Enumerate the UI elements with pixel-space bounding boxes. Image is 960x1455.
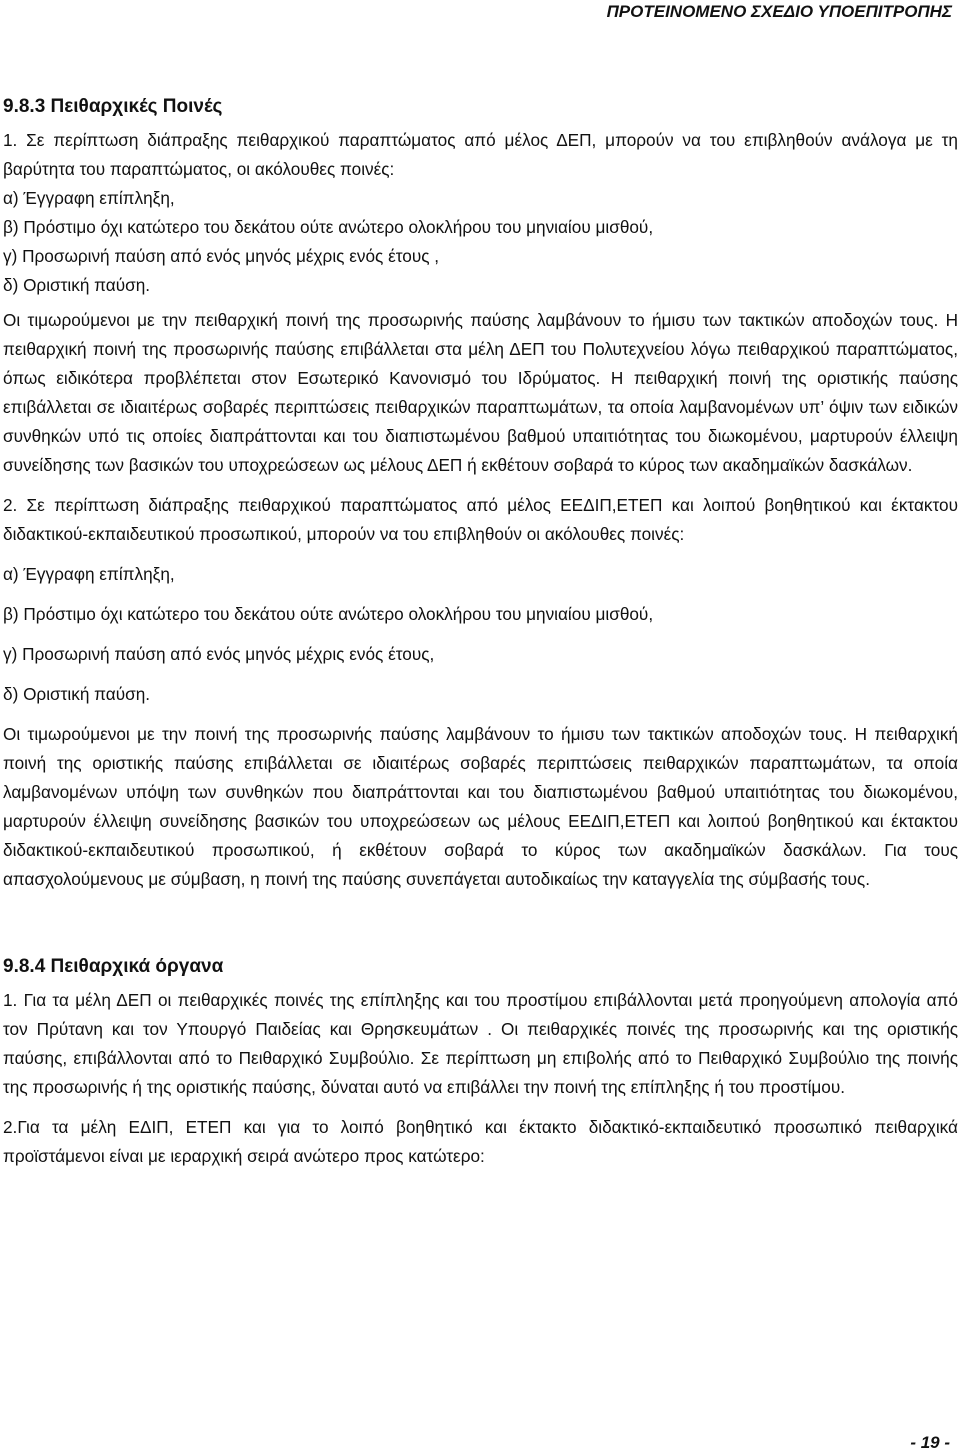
list-item-1c: γ) Προσωρινή παύση από ενός μηνός μέχρις ενός έτους , xyxy=(3,246,440,266)
paragraph-1-intro: 1. Σε περίπτωση διάπραξης πειθαρχικού παραπτώματος από μέλος ΔΕΠ, μπορούν να του επιβληθούν ανάλογα με τη βαρύτητα του παραπτώματος, οι ακόλουθες ποινές: xyxy=(3,130,958,179)
document-body xyxy=(3,92,958,1171)
section-heading-984: 9.8.4 Πειθαρχικά όργανα xyxy=(3,956,224,977)
page-number: - 19 - xyxy=(910,1433,950,1452)
page-header: ΠΡΟΤΕΙΝΟΜΕΝΟ ΣΧΕΔΙΟ ΥΠΟΕΠΙΤΡΟΠΗΣ xyxy=(606,2,952,21)
list-item-1b: β) Πρόστιμο όχι κατώτερο του δεκάτου ούτε ανώτερο ολοκλήρου του μηνιαίου μισθού, xyxy=(3,217,654,237)
section-heading-983: 9.8.3 Πειθαρχικές Ποινές xyxy=(3,96,223,117)
paragraph-2-intro: 2. Σε περίπτωση διάπραξης πειθαρχικού παραπτώματος από μέλος ΕΕΔΙΠ,ΕΤΕΠ και λοιπού βοηθητικού και έκτακτου διδακτικού-εκπαιδευτικού προσωπικού, μπορούν να του επιβληθούν οι ακόλουθες ποινές: xyxy=(3,495,958,544)
paragraph-984-2: 2.Για τα μέλη ΕΔΙΠ, ΕΤΕΠ και για το λοιπό βοηθητικό και έκτακτο διδακτικό-εκπαιδευτικό προσωπικό πειθαρχικά προϊστάμενοι είναι με ιεραρχική σειρά ανώτερο προς κατώτερο: xyxy=(3,1117,958,1166)
list-item-2a: α) Έγγραφη επίπληξη, xyxy=(3,564,175,584)
paragraph-2-body: Οι τιμωρούμενοι με την ποινή της προσωρινής παύσης λαμβάνουν το ήμισυ των τακτικών αποδοχών τους. Η πειθαρχική ποινή της οριστικής παύσης επιβάλλεται σε ιδιαιτέρως σοβαρές περιπτώσεις πειθαρχικών παραπτωμάτων, τα οποία λαμβανομένων υπόψη των συνθηκών που διαπράττονται και του διαπιστωμένου βαθμού υπαιτιότητας του διωκομένου, μαρτυρούν έλλειψη συνείδησης βασικών του υποχρεώσεων ως μέλους ΕΕΔΙΠ,ΕΤΕΠ και λοιπού βοηθητικού και έκτακτου διδακτικού-εκπαιδευτικού προσωπικού, ή εκθέτουν σοβαρά το κύρος των ακαδημαϊκών δασκάλων. Για τους απασχολούμενους με σύμβαση, η ποινή της παύσης συνεπάγεται αυτοδικαίως την καταγγελία της σύμβασής τους. xyxy=(3,724,958,889)
list-item-2d: δ) Οριστική παύση. xyxy=(3,684,151,704)
paragraph-984-1: 1. Για τα μέλη ΔΕΠ οι πειθαρχικές ποινές της επίπληξης και του προστίμου επιβάλλονται μετά προηγούμενη απολογία από τον Πρύτανη και τον Υπουργό Παιδείας και Θρησκευμάτων . Οι πειθαρχικές ποινές της προσωρινής και της οριστικής παύσης, επιβάλλονται από το Πειθαρχικό Συμβούλιο. Σε περίπτωση μη επιβολής από το Πειθαρχικό Συμβούλιο της ποινής της προσωρινής ή της οριστικής παύσης, δύναται αυτό να επιβάλλει την ποινή της επίπληξης ή του προστίμου. xyxy=(3,990,958,1097)
list-item-1d: δ) Οριστική παύση. xyxy=(3,275,151,295)
list-item-2c: γ) Προσωρινή παύση από ενός μηνός μέχρις ενός έτους, xyxy=(3,644,435,664)
paragraph-1-body: Οι τιμωρούμενοι με την πειθαρχική ποινή της προσωρινής παύσης λαμβάνουν το ήμισυ των τακτικών αποδοχών τους. Η πειθαρχική ποινή της προσωρινής παύσης επιβάλλεται στα μέλη ΔΕΠ του Πολυτεχνείου λόγω πειθαρχικού παραπτώματος, όπως ειδικότερα προβλέπεται στον Εσωτερικό Κανονισμό του Ιδρύματος. Η πειθαρχική ποινή της οριστικής παύσης επιβάλλεται σε ιδιαιτέρως σοβαρές περιπτώσεις πειθαρχικών παραπτωμάτων, τα οποία λαμβανομένων υπ’ όψιν των ειδικών συνθηκών υπό τις οποίες διαπράττονται και του διαπιστωμένου βαθμού υπαιτιότητας του διωκομένου, μαρτυρούν έλλειψη συνείδησης των βασικών του υποχρεώσεων ως μέλους ΔΕΠ ή εκθέτουν σοβαρά το κύρος των ακαδημαϊκών δασκάλων. xyxy=(3,310,958,475)
list-item-2b: β) Πρόστιμο όχι κατώτερο του δεκάτου ούτε ανώτερο ολοκλήρου του μηνιαίου μισθού, xyxy=(3,604,654,624)
list-item-1a: α) Έγγραφη επίπληξη, xyxy=(3,188,175,208)
